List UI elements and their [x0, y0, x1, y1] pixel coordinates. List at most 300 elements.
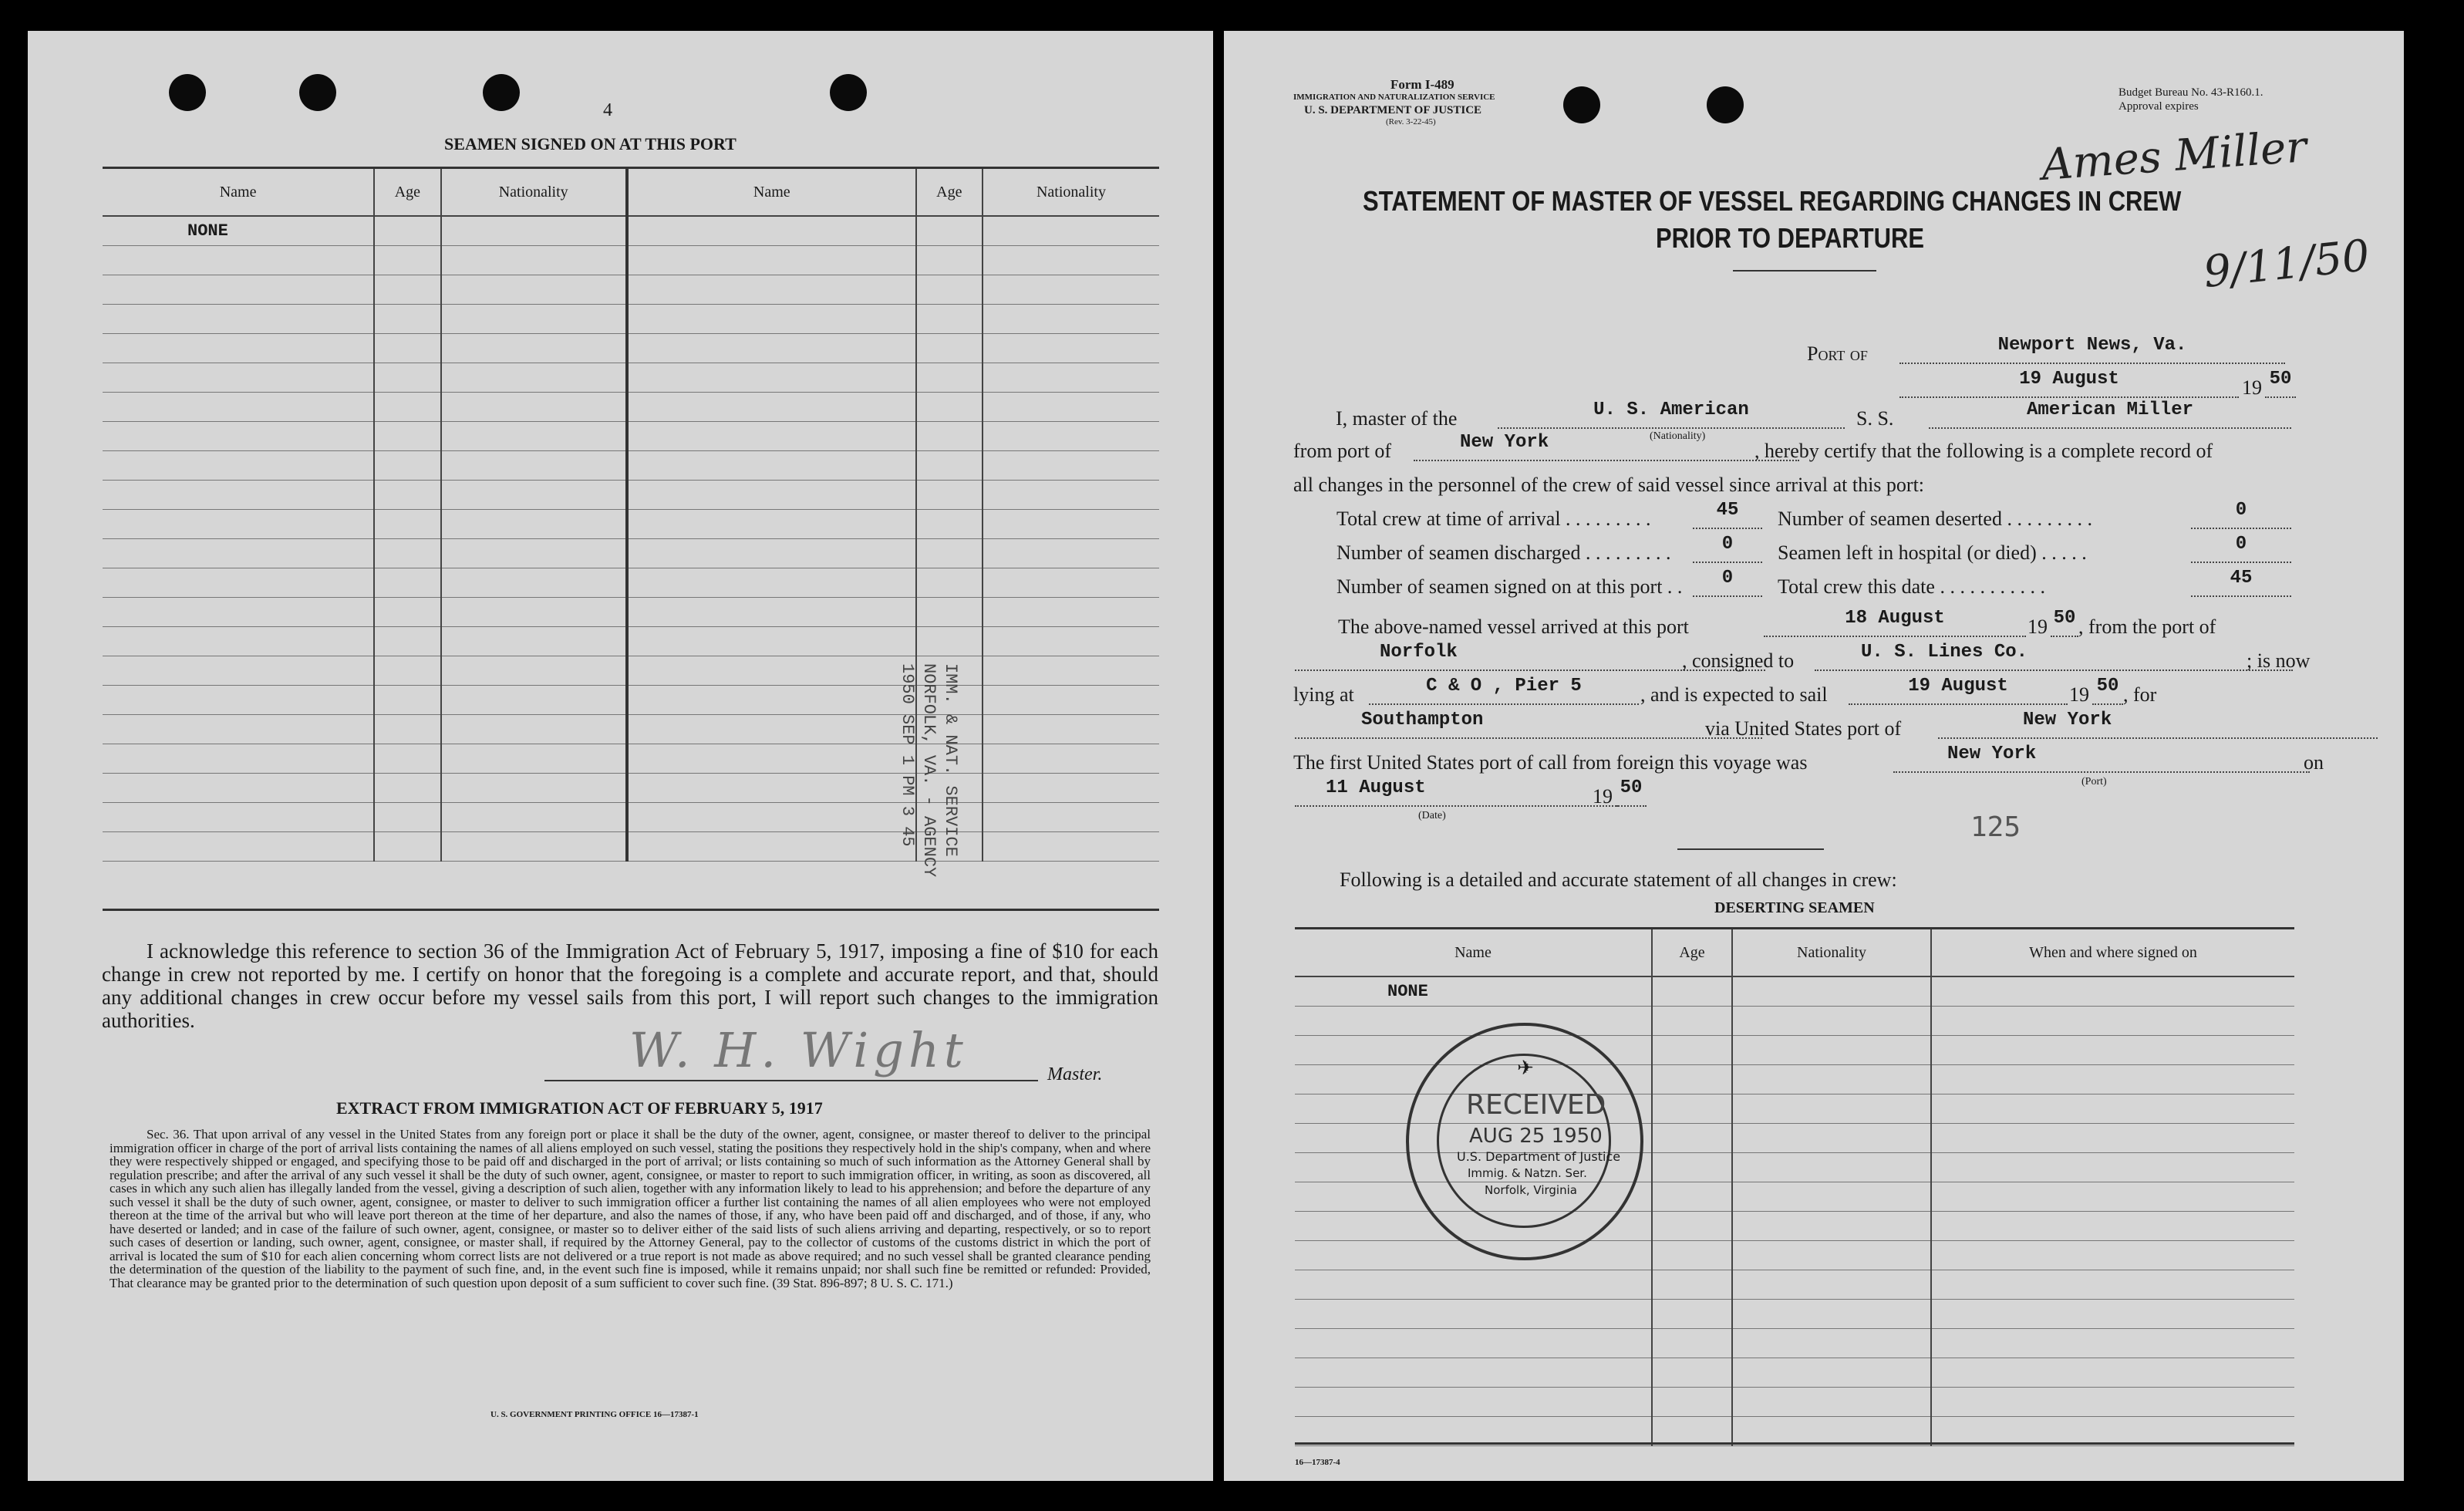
table-cell [1732, 1094, 1931, 1124]
table-cell [983, 510, 1159, 539]
table-cell [1295, 1300, 1652, 1329]
table-cell [1931, 1212, 2294, 1241]
extract-text: Sec. 36. That upon arrival of any vessel in the United States from any foreign port or place it shall be the duty of the owner, agent, consignee, or master thereof to deliver to the principal immigration officer in charge of the port of arrival lists containing the names of all aliens employed on such vessel, stating the positions they respectively hold in the ship's company, when and where they were respectively shipped or engaged, and specifying those to be paid off and discharged in the port of arrival; or lists containing so much of such information as the Attorney General shall by regulation prescribe; and after the arrival of any such vessel it shall be the duty of such owner, agent, consignee, or master to report to such immigration officer, in writing, as soon as discovered, all cases in which any such alien has illegally landed from the vessel, giving a description of such alien, together with any information likely to lead to his apprehension; and before the departure of any such vessel it shall be the duty of such owner, agent, consignee, or master to deliver to such immigration officer a further list containing the names of all alien employees who were not employed thereon at the time of the arrival but who will leave port thereon at the time of her departure, and also the names of those, if any, who have been paid off and discharged, and of those, if any, who have deserted or landed; and in case of the failure of such owner, agent, consignee, or master so to deliver either of the said lists of such aliens arriving and departing, respectively, or so to report such cases of desertion or landing, such owner, agent, consignee, or master shall, if required by the Attorney General, pay to the collector of customs of the customs district in which the port of arrival is located the sum of $10 for each alien concerning whom correct lists are not delivered or a true report is not made as above required; and no such vessel shall be granted clearance pending the determination of the question of the liability to the payment of such fine, and, in the event such fine is imposed, while it remains unpaid; nor shall such fine be remitted or refunded: Provided, That clearance may be granted prior to the determination of such question upon deposit of a sum sufficient to cover such fine. (39 Stat. 896-897; 8 U. S. C. 171.) [110, 1127, 1151, 1290]
stamp-line: IMM. & NAT. SERVICE [941, 663, 960, 857]
table-cell [441, 744, 627, 774]
first-port-year-prefix: 19 [1593, 785, 1613, 808]
total-crew-arrival-value: 45 [1693, 500, 1762, 529]
table-cell [983, 803, 1159, 832]
col-age: Age [916, 168, 983, 217]
title-rule [1733, 270, 1876, 272]
table-cell [1652, 1182, 1732, 1212]
table-cell [103, 568, 374, 598]
right-footer: 16—17387-4 [1295, 1458, 1340, 1467]
table-cell [1295, 1388, 1652, 1417]
table-cell [983, 627, 1159, 656]
hospital-label: Seamen left in hospital (or died) . . . . . [1778, 541, 2087, 564]
table-cell [374, 744, 440, 774]
table-cell [441, 481, 627, 510]
table-cell [627, 539, 916, 568]
table-cell [1931, 1300, 2294, 1329]
col-nationality: Nationality [983, 168, 1159, 217]
table-cell [1652, 1270, 1732, 1300]
table-cell [627, 481, 916, 510]
table-cell [103, 744, 374, 774]
table-cell [441, 832, 627, 862]
table-cell [103, 393, 374, 422]
table-cell [441, 539, 627, 568]
from-port-of-label: , from the port of [2078, 616, 2216, 638]
discharged-label: Number of seamen discharged . . . . . . . . . [1336, 541, 1671, 564]
table-cell [374, 481, 440, 510]
table-cell [1732, 1241, 1931, 1270]
table-cell: NONE [103, 216, 374, 246]
signature-line [544, 1080, 1038, 1081]
table-cell [983, 275, 1159, 305]
punch-hole [1707, 86, 1744, 123]
short-rule [1677, 848, 1824, 850]
table-cell [1931, 1388, 2294, 1417]
table-cell [441, 715, 627, 744]
table-cell [1652, 1036, 1732, 1065]
table-row [1295, 1007, 2294, 1036]
table-cell [441, 627, 627, 656]
table-cell [374, 568, 440, 598]
table-cell [983, 451, 1159, 481]
table-cell [627, 393, 916, 422]
table-row [103, 803, 1159, 832]
table-cell [627, 451, 916, 481]
table-cell [983, 246, 1159, 275]
table-row [103, 334, 1159, 363]
table-cell [374, 275, 440, 305]
handwritten-date: 9/11/50 [2201, 230, 2372, 298]
first-port-year-value: 50 [1616, 777, 1647, 807]
master-of-label: I, master of the [1336, 407, 1458, 430]
table-cell [1652, 1212, 1732, 1241]
table-row [103, 832, 1159, 862]
table-row [103, 539, 1159, 568]
table-cell [627, 803, 916, 832]
table-cell [103, 715, 374, 744]
table-cell [627, 832, 916, 862]
table-cell [1931, 1329, 2294, 1358]
table-cell [627, 246, 916, 275]
table-cell [374, 715, 440, 744]
via-label: via United States port of [1705, 717, 1902, 740]
table-cell [1295, 1270, 1652, 1300]
table-cell [1652, 1300, 1732, 1329]
nationality-value: U. S. American [1498, 400, 1845, 429]
table-cell [1652, 1329, 1732, 1358]
arrived-label: The above-named vessel arrived at this port [1338, 616, 1689, 638]
table-row [103, 627, 1159, 656]
left-page [28, 31, 1213, 1481]
table-cell [1732, 1329, 1931, 1358]
from-port-value: New York [1414, 432, 1799, 461]
agency-line-1: IMMIGRATION AND NATURALIZATION SERVICE [1293, 93, 1495, 102]
table-cell [1295, 1007, 1652, 1036]
table-cell [916, 598, 983, 627]
destination-value: Southampton [1295, 710, 1762, 739]
table-cell [103, 246, 374, 275]
table-row [103, 598, 1159, 627]
table-cell [374, 686, 440, 715]
table-cell [374, 451, 440, 481]
table-cell [1732, 1007, 1931, 1036]
table-cell [374, 832, 440, 862]
table-cell [374, 539, 440, 568]
arrived-year-value: 50 [2051, 608, 2078, 637]
table-cell [103, 275, 374, 305]
table-cell [441, 275, 627, 305]
punch-hole [830, 74, 867, 111]
table-row [103, 422, 1159, 451]
table-cell [441, 246, 627, 275]
table-cell [627, 510, 916, 539]
table-row [103, 568, 1159, 598]
table-cell [1732, 1212, 1931, 1241]
table-cell [1652, 1153, 1732, 1182]
col-age: Age [1652, 929, 1732, 977]
table-row [103, 715, 1159, 744]
table-row [103, 686, 1159, 715]
table-cell [441, 686, 627, 715]
budget-bureau: Budget Bureau No. 43-R160.1. [2119, 86, 2263, 99]
table-cell [1931, 1241, 2294, 1270]
stamp-plane-icon: ✈ [1517, 1057, 1534, 1080]
table-row [103, 216, 1159, 246]
table-cell [983, 422, 1159, 451]
col-name: Name [627, 168, 916, 217]
table-cell [441, 774, 627, 803]
table-row [103, 451, 1159, 481]
table-cell [1652, 1065, 1732, 1094]
expected-label: , and is expected to sail [1640, 683, 1828, 706]
table-cell [374, 422, 440, 451]
table-cell [103, 832, 374, 862]
table-cell [916, 334, 983, 363]
table-cell [1732, 1153, 1931, 1182]
table-cell [103, 363, 374, 393]
table-cell [1295, 1329, 1652, 1358]
table-cell [916, 627, 983, 656]
table-cell [1652, 1007, 1732, 1036]
is-now-label: ; is now [2247, 649, 2311, 672]
col-nationality: Nationality [441, 168, 627, 217]
via-port-value: New York [1938, 710, 2378, 739]
table-cell [983, 363, 1159, 393]
table-cell [627, 275, 916, 305]
deserted-label: Number of seamen deserted . . . . . . . . . [1778, 508, 2092, 530]
left-footer: U. S. GOVERNMENT PRINTING OFFICE 16—17387-1 [490, 1410, 699, 1419]
table-row [103, 275, 1159, 305]
total-crew-date-value: 45 [2191, 568, 2291, 597]
table-cell [1652, 1358, 1732, 1388]
table-cell [441, 422, 627, 451]
table-cell [441, 510, 627, 539]
stamp-line: NORFOLK, VA. - AGENCY [919, 663, 939, 878]
lying-at-label: lying at [1293, 683, 1354, 706]
for-label: , for [2123, 683, 2157, 706]
section-title: SEAMEN SIGNED ON AT THIS PORT [444, 134, 737, 153]
table-cell [1931, 1065, 2294, 1094]
table-cell [441, 803, 627, 832]
table-cell [374, 216, 440, 246]
table-cell [103, 510, 374, 539]
consigned-label: , consigned to [1682, 649, 1795, 672]
table-cell [1931, 976, 2294, 1007]
stamp-line: 1950 SEP 1 PM 3 45 [898, 663, 917, 847]
table-cell [103, 598, 374, 627]
table-cell [1931, 1094, 2294, 1124]
table-cell [1931, 1270, 2294, 1300]
date-caption: (Date) [1418, 810, 1446, 821]
sail-date-value: 19 August [1849, 676, 2068, 705]
table-cell [916, 568, 983, 598]
handwritten-name: Ames Miller [2040, 122, 2309, 191]
arrived-date-value: 18 August [1764, 608, 2026, 637]
col-when-where: When and where signed on [1931, 929, 2294, 977]
table-cell [1652, 1388, 1732, 1417]
form-title-line1: STATEMENT OF MASTER OF VESSEL REGARDING CHANGES IN CREW [1363, 185, 2182, 217]
table-cell [374, 363, 440, 393]
col-age: Age [374, 168, 440, 217]
all-changes-text: all changes in the personnel of the crew of said vessel since arrival at this port: [1293, 474, 1925, 496]
table-cell [1732, 1417, 1931, 1446]
table-cell [627, 334, 916, 363]
table-cell [374, 246, 440, 275]
table-cell [916, 422, 983, 451]
arrived-year-prefix: 19 [2027, 616, 2048, 638]
table-cell [916, 216, 983, 246]
table-cell [1732, 1182, 1931, 1212]
vessel-value: American Miller [1929, 400, 2291, 429]
table-cell [103, 481, 374, 510]
table-cell [1652, 976, 1732, 1007]
following-text: Following is a detailed and accurate statement of all changes in crew: [1340, 868, 1897, 891]
sail-year-value: 50 [2092, 676, 2123, 705]
table-cell [916, 363, 983, 393]
table-cell [627, 627, 916, 656]
table-cell [441, 216, 627, 246]
discharged-value: 0 [1693, 534, 1762, 563]
table-cell [103, 774, 374, 803]
table-row [103, 305, 1159, 334]
table-cell [374, 334, 440, 363]
stamp-line-2: Immig. & Natzn. Ser. [1468, 1166, 1587, 1180]
table-cell [441, 656, 627, 686]
table-row [1295, 1270, 2294, 1300]
sail-year-prefix: 19 [2069, 683, 2089, 706]
stamp-date: AUG 25 1950 [1469, 1125, 1603, 1148]
table-cell [916, 275, 983, 305]
table-cell [916, 539, 983, 568]
table-cell [916, 510, 983, 539]
signed-on-label: Number of seamen signed on at this port . . [1336, 575, 1683, 598]
table-cell [983, 393, 1159, 422]
table-cell [983, 686, 1159, 715]
from-port-of-value: Norfolk [1295, 642, 1765, 671]
table-cell [374, 305, 440, 334]
table-cell [103, 305, 374, 334]
table-cell [374, 598, 440, 627]
table-row [103, 363, 1159, 393]
table-cell [627, 363, 916, 393]
table-cell [916, 246, 983, 275]
table-cell [627, 305, 916, 334]
seamen-signed-on-table [103, 167, 1159, 862]
certification-text: I acknowledge this reference to section 36 of the Immigration Act of February 5, 1917, imposing a fine of $10 for each change in crew not reported by me. I certify on honor that the foregoing is a complete and accurate report, and that, should any additional changes in crew occur before my vessel sails from this port, I will report such changes to the immigration authorities. [102, 939, 1158, 1032]
table-cell [441, 451, 627, 481]
approval: Approval expires [2119, 100, 2199, 113]
table-row [103, 246, 1159, 275]
table-cell [374, 656, 440, 686]
vertical-stamp [896, 663, 961, 877]
table-cell [983, 744, 1159, 774]
table-cell [441, 393, 627, 422]
table-cell [983, 539, 1159, 568]
table-cell [916, 451, 983, 481]
table-row [1295, 1329, 2294, 1358]
page-number: 4 [603, 100, 612, 120]
table-cell [1732, 976, 1931, 1007]
table-cell [916, 481, 983, 510]
stamp-received: RECEIVED [1466, 1089, 1606, 1121]
table-row [103, 774, 1159, 803]
extract-title: EXTRACT FROM IMMIGRATION ACT OF FEBRUARY 5, 1917 [336, 1098, 823, 1118]
table-cell [1732, 1065, 1931, 1094]
table-row [103, 481, 1159, 510]
first-port-date-value: 11 August [1295, 777, 1619, 807]
table-cell [1652, 1241, 1732, 1270]
table-row [1295, 976, 2294, 1007]
table-cell [627, 656, 916, 686]
master-label: Master. [1047, 1064, 1103, 1084]
ss-label: S. S. [1856, 407, 1894, 430]
table-cell [1732, 1300, 1931, 1329]
stamp-line-3: Norfolk, Virginia [1485, 1183, 1577, 1197]
table-cell [627, 216, 916, 246]
table-cell [103, 422, 374, 451]
table-cell [983, 598, 1159, 627]
year-value: 50 [2265, 369, 2296, 398]
table-cell [983, 832, 1159, 862]
table-cell [627, 686, 916, 715]
consigned-value: U. S. Lines Co. [1815, 642, 2293, 671]
table-cell [374, 627, 440, 656]
stamped-number: 125 [1970, 811, 2021, 843]
table-cell [103, 656, 374, 686]
table-cell [1931, 1124, 2294, 1153]
revision: (Rev. 3-22-45) [1386, 117, 1436, 126]
stamp-line-1: U.S. Department of Justice [1457, 1149, 1621, 1164]
table-cell [374, 393, 440, 422]
table-row [1295, 1358, 2294, 1388]
table-cell [441, 334, 627, 363]
table-cell [103, 686, 374, 715]
first-port-value: New York [1893, 744, 2310, 773]
table-cell [103, 539, 374, 568]
table-row [103, 656, 1159, 686]
table-cell [983, 305, 1159, 334]
hospital-value: 0 [2191, 534, 2291, 563]
table-cell [374, 774, 440, 803]
year-prefix: 19 [2242, 376, 2262, 399]
col-name: Name [1295, 929, 1652, 977]
table-bottom-rule [1295, 1442, 2294, 1445]
table-cell [983, 715, 1159, 744]
table-cell [983, 774, 1159, 803]
table-cell [1931, 1417, 2294, 1446]
table-cell [441, 568, 627, 598]
punch-hole [1563, 86, 1600, 123]
table-row [1295, 1241, 2294, 1270]
table-cell [1931, 1358, 2294, 1388]
table-bottom-rule [103, 909, 1159, 911]
deserted-value: 0 [2191, 500, 2291, 529]
punch-hole [299, 74, 336, 111]
table-cell [983, 481, 1159, 510]
table-cell [103, 334, 374, 363]
table-cell [103, 627, 374, 656]
col-name: Name [103, 168, 374, 217]
port-of-label: Port of [1807, 342, 1868, 365]
form-title-line2: PRIOR TO DEPARTURE [1656, 222, 1925, 254]
table-cell [916, 393, 983, 422]
port-caption: (Port) [2081, 776, 2107, 788]
table-body [103, 216, 1159, 862]
table-cell [627, 715, 916, 744]
from-port-label: from port of [1293, 440, 1392, 462]
table-cell [1931, 1182, 2294, 1212]
table-cell [916, 305, 983, 334]
table-cell [1295, 1417, 1652, 1446]
table-cell [374, 803, 440, 832]
table-cell [1732, 1036, 1931, 1065]
punch-hole [169, 74, 206, 111]
table-row [1295, 1417, 2294, 1446]
date-value: 19 August [1899, 369, 2239, 398]
table-cell [627, 422, 916, 451]
table-cell [1931, 1036, 2294, 1065]
total-crew-arrival-label: Total crew at time of arrival . . . . . . . . . [1336, 508, 1651, 530]
agency-line-2: U. S. DEPARTMENT OF JUSTICE [1304, 104, 1482, 116]
table-cell [1931, 1007, 2294, 1036]
table-cell [103, 803, 374, 832]
punch-hole [483, 74, 520, 111]
table-cell [983, 216, 1159, 246]
table-cell [1652, 1094, 1732, 1124]
table-cell [1732, 1358, 1931, 1388]
table-cell [627, 598, 916, 627]
table-cell [441, 363, 627, 393]
table-cell [1931, 1153, 2294, 1182]
col-nationality: Nationality [1732, 929, 1931, 977]
on-label: on [2304, 751, 2324, 774]
table-cell [441, 598, 627, 627]
received-stamp [1406, 1023, 1643, 1260]
nationality-caption: (Nationality) [1650, 430, 1706, 442]
right-page [1224, 31, 2404, 1481]
table-cell [1732, 1270, 1931, 1300]
table-row [1295, 1388, 2294, 1417]
table-cell [1295, 1358, 1652, 1388]
table-row [103, 744, 1159, 774]
table-cell [983, 334, 1159, 363]
table-row [1295, 1300, 2294, 1329]
table-row [103, 510, 1159, 539]
